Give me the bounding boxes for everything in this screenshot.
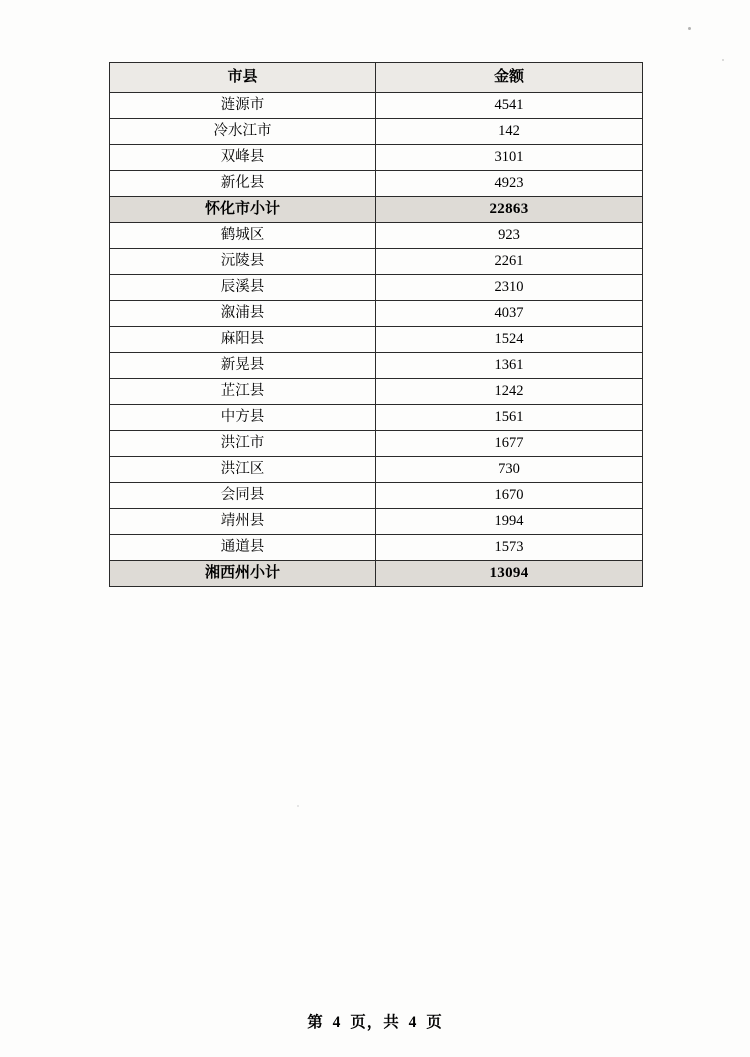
cell-amount: 142 [376,119,643,145]
cell-amount: 1361 [376,353,643,379]
table-body [110,93,643,587]
table-row [110,197,643,223]
cell-amount: 2310 [376,275,643,301]
table-row [110,223,643,249]
cell-amount: 1677 [376,431,643,457]
table-row [110,457,643,483]
table-row [110,535,643,561]
footer-total-pages: 4 [408,1014,418,1031]
cell-county-name: 双峰县 [110,145,376,171]
cell-county-name: 溆浦县 [110,301,376,327]
table-row [110,119,643,145]
cell-amount: 730 [376,457,643,483]
cell-amount: 1242 [376,379,643,405]
cell-county-name: 洪江市 [110,431,376,457]
cell-amount: 923 [376,223,643,249]
cell-county-name: 新化县 [110,171,376,197]
footer-prefix: 第 [307,1014,324,1031]
table-row [110,145,643,171]
table-row [110,509,643,535]
table-row [110,483,643,509]
cell-amount: 1994 [376,509,643,535]
page-footer [0,1010,750,1032]
cell-county-name: 通道县 [110,535,376,561]
cell-amount: 1573 [376,535,643,561]
cell-amount: 1561 [376,405,643,431]
cell-county-name: 靖州县 [110,509,376,535]
cell-county-name: 鹤城区 [110,223,376,249]
cell-county-name: 冷水江市 [110,119,376,145]
table-row [110,275,643,301]
cell-county-name: 洪江区 [110,457,376,483]
cell-county-name: 中方县 [110,405,376,431]
cell-amount: 2261 [376,249,643,275]
cell-county-name: 麻阳县 [110,327,376,353]
footer-middle: 页，共 [350,1014,400,1031]
amount-table [109,62,643,587]
amount-table-container [109,62,642,587]
table-header-row [110,63,643,93]
table-row [110,561,643,587]
table-row [110,93,643,119]
cell-county-name: 涟源市 [110,93,376,119]
table-row [110,431,643,457]
table-row [110,327,643,353]
scan-speck-icon [688,27,691,30]
cell-county-name: 怀化市小计 [110,197,376,223]
cell-amount: 1524 [376,327,643,353]
cell-county-name: 湘西州小计 [110,561,376,587]
table-row [110,249,643,275]
cell-county-name: 芷江县 [110,379,376,405]
cell-county-name: 会同县 [110,483,376,509]
table-row [110,301,643,327]
footer-suffix: 页 [426,1014,443,1031]
cell-amount: 4037 [376,301,643,327]
table-row [110,405,643,431]
column-header-county: 市县 [110,63,376,93]
cell-amount: 4923 [376,171,643,197]
cell-amount: 4541 [376,93,643,119]
cell-amount: 1670 [376,483,643,509]
cell-amount: 13094 [376,561,643,587]
cell-county-name: 新晃县 [110,353,376,379]
table-row [110,171,643,197]
cell-amount: 3101 [376,145,643,171]
cell-amount: 22863 [376,197,643,223]
table-row [110,353,643,379]
footer-current-page: 4 [332,1014,342,1031]
cell-county-name: 辰溪县 [110,275,376,301]
table-row [110,379,643,405]
scan-speck-icon [297,805,299,807]
cell-county-name: 沅陵县 [110,249,376,275]
scan-speck-icon [722,59,724,61]
column-header-amount: 金额 [376,63,643,93]
